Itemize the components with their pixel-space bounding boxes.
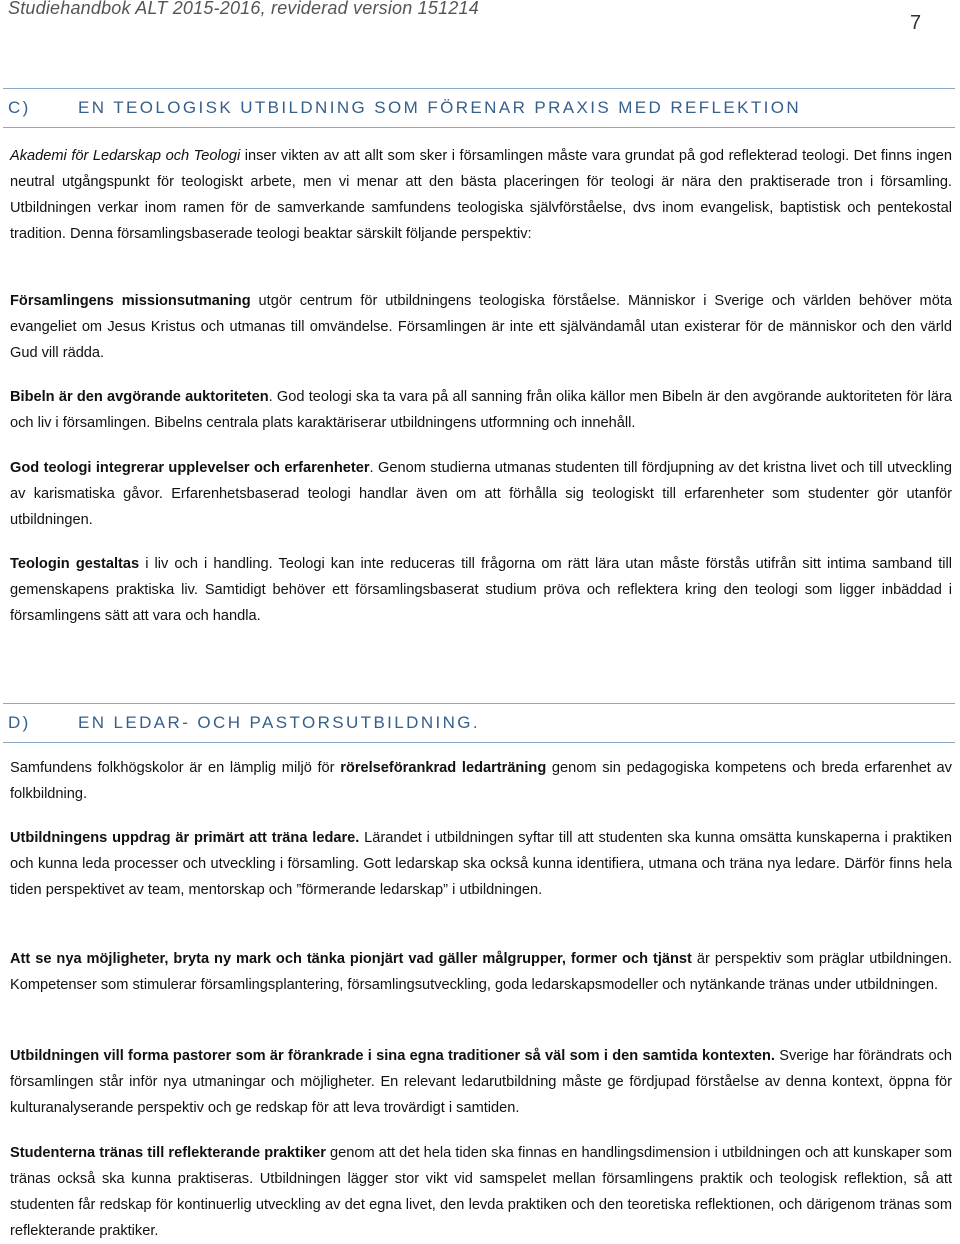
- paragraph: [10, 551, 952, 629]
- paragraph: [10, 946, 952, 998]
- section-title: EN LEDAR- OCH PASTORSUTBILDNING.: [78, 713, 481, 732]
- paragraph-text: Lärandet i utbildningen syftar till att studenten ska kunna omsätta kunskaperna i praktiken och kunna leda processer och utveckling i församling. Gott ledarskap ska också kunna identifiera, utmana och träna nya ledare. Därför finns hela tiden perspektivet av team, mentorskap och ”förmerande ledarskap” i utbildningen.: [10, 830, 952, 898]
- paragraph: [10, 384, 952, 436]
- section-number: C): [8, 98, 31, 117]
- paragraph-text: Sverige har förändrats och församlingen står inför nya utmaningar och möjligheter. En relevant ledarutbildning måste ge fördjupad förståelse av denna kontext, öppna för kulturanalyserande perspektiv och ge redskap för att leva trovärdigt i samtiden.: [10, 1048, 953, 1116]
- paragraph-lead-bold: Utbildningens uppdrag är primärt att träna ledare.: [10, 830, 360, 846]
- paragraph-lead-bold: Bibeln är den avgörande auktoriteten: [10, 389, 269, 405]
- paragraph-lead-bold: Teologin gestaltas: [10, 556, 140, 572]
- paragraph-text: i liv och i handling. Teologi kan inte reduceras till frågorna om rätt lära utan måste förstås utifrån sitt intima samband till gemenskapens praktiska liv. Samtidigt behöver ett församlingsbaserat studium pröva och reflektera kring den teologi som ligger inbäddad i församlingens sätt att vara och handla.: [10, 556, 952, 624]
- paragraph: [10, 755, 952, 807]
- paragraph-lead-italic: Akademi för Ledarskap och Teologi: [10, 148, 241, 164]
- paragraph: [10, 1140, 952, 1244]
- paragraph-pre: Samfundens folkhögskolor är en lämplig miljö för: [10, 760, 341, 776]
- paragraph-text: utgör centrum för utbildningens teologiska förståelse. Människor i Sverige och världen behöver möta evangeliet om Jesus Kristus och utmanas till omvändelse. Församlingen är inte ett självändamål utan existerar för de människor och den värld Gud vill rädda.: [10, 293, 952, 361]
- paragraph-lead-bold: Studenterna tränas till reflekterande praktiker: [10, 1145, 326, 1161]
- section-heading-c: [3, 88, 955, 128]
- section-title: EN TEOLOGISK UTBILDNING SOM FÖRENAR PRAXIS MED REFLEKTION: [78, 98, 802, 117]
- paragraph-lead-bold: Utbildningen vill forma pastorer som är förankrade i sina egna traditioner så väl som i den samtida kontexten.: [10, 1048, 775, 1064]
- paragraph-mid-bold: rörelseförankrad ledarträning: [340, 760, 547, 776]
- paragraph: [10, 455, 952, 533]
- paragraph: [10, 825, 952, 903]
- paragraph-lead-bold: God teologi integrerar upplevelser och erfarenheter: [10, 460, 370, 476]
- paragraph: [10, 143, 952, 247]
- section-number: D): [8, 713, 31, 732]
- paragraph-text: . Genom studierna utmanas studenten till fördjupning av det kristna livet och till utveckling av karismatiska gåvor. Erfarenhetsbaserad teologi handlar även om att förhålla sig teologiskt till erfarenheter som studenter gör utanför utbildningen.: [10, 460, 953, 528]
- paragraph-lead-bold: Församlingens missionsutmaning: [10, 293, 251, 309]
- paragraph: [10, 288, 952, 366]
- paragraph: [10, 1043, 952, 1121]
- paragraph-text: genom att det hela tiden ska finnas en handlingsdimension i utbildningen och att kunskaper som tränas också ska kunna praktiseras. Utbildningen lägger stor vikt vid samspelet mellan församlingens praktik och teologisk reflektion, så att studenten får redskap för kontinuerlig utveckling av det egna livet, den levda praktiken och den teoretiska reflektionen, och därigenom tränas som reflekterande praktiker.: [10, 1145, 952, 1239]
- paragraph-text: inser vikten av att allt som sker i församlingen måste vara grundat på god reflekterad teologi. Det finns ingen neutral utgångspunkt för teologiskt arbete, men vi menar att den bästa placeringen för teologi är nära den praktiserade tron i församling. Utbildningen verkar inom ramen för de samverkande samfundens teologiska självförståelse, dvs inom evangelisk, baptistisk och pentekostal tradition. Denna församlingsbaserade teologi beaktar särskilt följande perspektiv:: [10, 148, 953, 242]
- running-header: Studiehandbok ALT 2015-2016, reviderad version 151214: [8, 0, 479, 18]
- paragraph-text: är perspektiv som präglar utbildningen. Kompetenser som stimulerar församlingsplantering, församlingsutveckling, goda ledarskapsmodeller och nytänkande tränas under utbildningen.: [10, 951, 953, 993]
- paragraph-lead-bold: Att se nya möjligheter, bryta ny mark och tänka pionjärt vad gäller målgrupper, former och tjänst: [10, 951, 692, 967]
- page-number: 7: [910, 12, 922, 34]
- paragraph-text: genom sin pedagogiska kompetens och breda erfarenhet av folkbildning.: [10, 760, 952, 802]
- section-heading-d: [3, 703, 955, 743]
- paragraph-text: . God teologi ska ta vara på all sanning från olika källor men Bibeln är den avgörande auktoriteten för lära och liv i församlingen. Bibelns centrala plats karaktäriserar utbildningens utformning och innehåll.: [10, 389, 952, 431]
